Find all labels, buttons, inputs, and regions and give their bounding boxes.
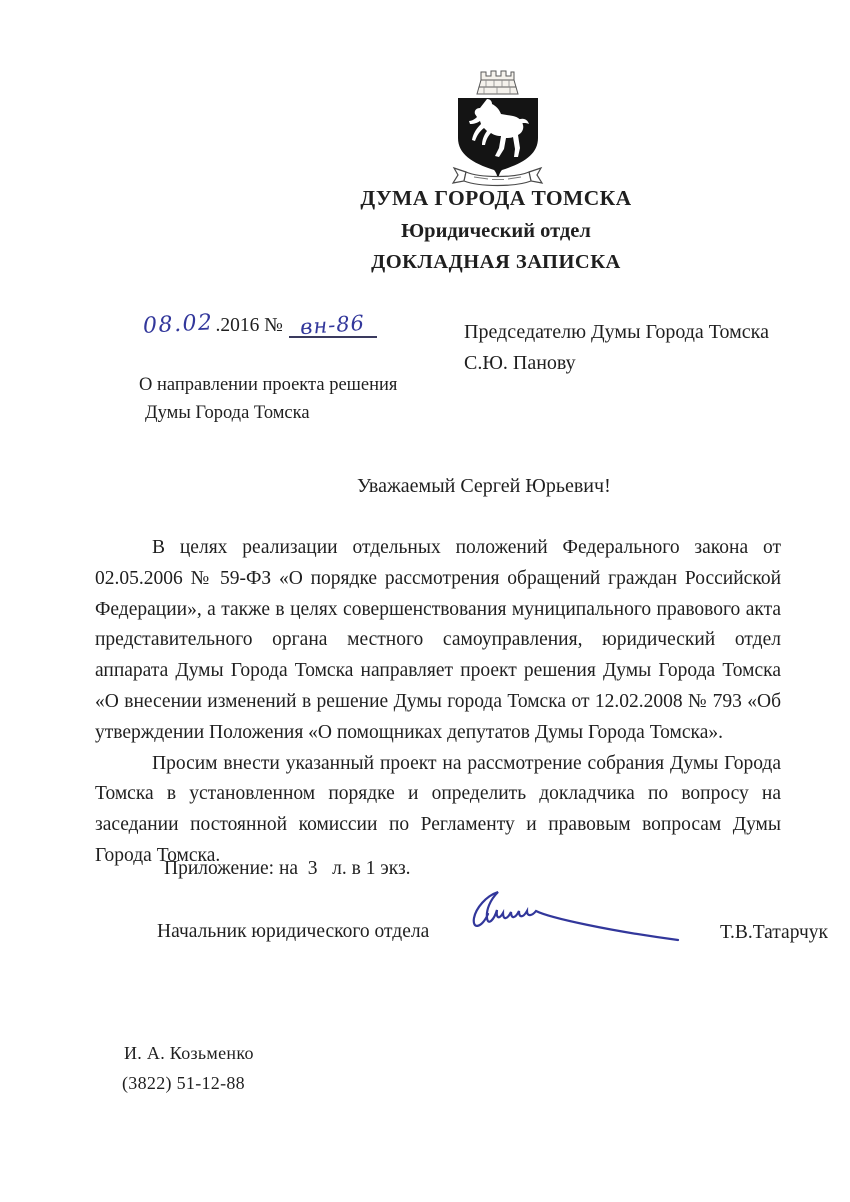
document-type-title: ДОКЛАДНАЯ ЗАПИСКА — [371, 251, 621, 273]
letter-body — [95, 533, 781, 872]
reference-line — [143, 312, 377, 338]
subject-block — [139, 371, 397, 427]
handwritten-number: вн-86 — [299, 310, 367, 340]
executor-name: И. А. Козьменко — [124, 1043, 254, 1063]
attachment-note: Приложение: на 3 л. в 1 экз. — [164, 858, 411, 879]
number-underline — [289, 312, 377, 338]
organization-name: ДУМА ГОРОДА ТОМСКА — [360, 186, 632, 210]
salutation: Уважаемый Сергей Юрьевич! — [357, 475, 611, 497]
department-name: Юридический отдел — [401, 220, 591, 242]
body-paragraph-2: Просим внести указанный проект на рассмотрение собрания Думы Города Томска в установленном порядке и определить докладчика по вопросу на заседании постоянной комиссии по Регламенту и правовым вопросам Думы Города Томска. — [95, 752, 781, 866]
coat-of-arms-icon — [450, 62, 545, 188]
body-paragraph-1: В целях реализации отдельных положений Федерального закона от 02.05.2006 № 59-ФЗ «О порядке рассмотрения обращений граждан Российской Федерации», а также в целях совершенствования муниципального правового акта представительного органа местного самоуправления, юридический отдел аппарата Думы Города Томска направляет проект решения Думы Города Томска «О внесении изменений в решение Думы города Томска от 12.02.2008 № 793 «Об утверждении Положения «О помощниках депутатов Думы Города Томска». — [95, 537, 781, 743]
addressee-title: Председателю Думы Города Томска — [464, 321, 769, 343]
handwritten-date: 08.02 — [142, 310, 215, 339]
signer-name: Т.В.Татарчук — [720, 922, 829, 943]
executor-phone: (3822) 51-12-88 — [122, 1073, 245, 1093]
addressee-block — [464, 317, 769, 379]
printed-year-label: .2016 № — [215, 315, 283, 336]
mural-crown-icon — [477, 71, 518, 94]
subject-line-1: О направлении проекта решения — [139, 375, 398, 395]
letterhead — [171, 186, 821, 274]
signer-position-title: Начальник юридического отдела — [157, 921, 430, 942]
subject-line-2: Думы Города Томска — [145, 403, 310, 423]
addressee-name: С.Ю. Панову — [464, 352, 576, 374]
ink-signature-icon — [470, 884, 695, 951]
